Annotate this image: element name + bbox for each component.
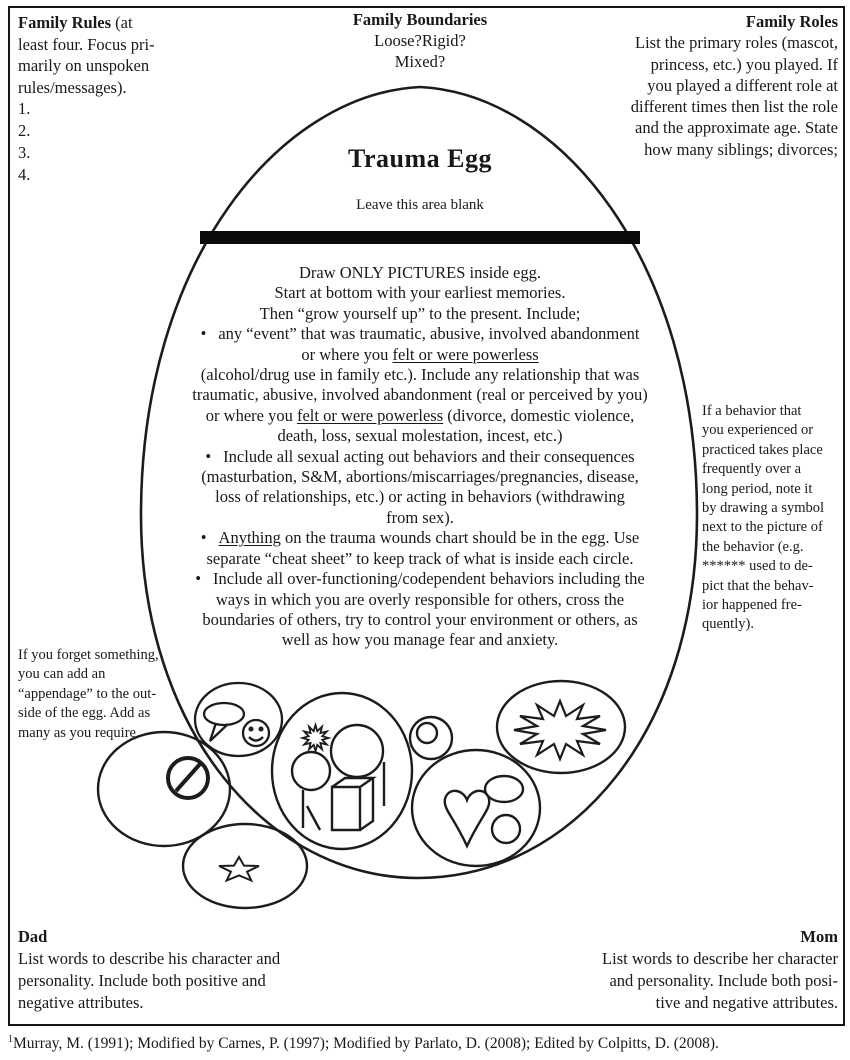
text-line: loss of relationships, etc.) or acting in behaviors (withdrawing [215,487,625,507]
text-line: separate “cheat sheet” to keep track of what is inside each circle. [206,548,634,568]
family-roles-note [576,11,838,160]
text-line: death, loss, sexual molestation, incest, etc.) [277,426,563,446]
text-line: marily on unspoken [18,56,150,75]
text-line: you experienced or [702,422,814,439]
text-line: rules/messages). [18,77,127,97]
text-line: pict that the behav- [702,577,814,594]
text-line: If you forget something, [18,647,159,663]
family-rules-heading-line [18,12,208,34]
text-line: boundaries of others, try to control your environment or others, as [202,609,638,629]
egg-instructions [140,263,700,651]
text-line: or where you felt or were powerless [301,344,539,364]
family-boundaries-title: Family Boundaries [352,10,488,29]
text-line: least four. Focus pri- [18,34,155,54]
text-line: and personality. Include both posi- [609,971,838,990]
text-line: Mixed? [394,52,446,71]
footnote-marker: 1 [8,1034,13,1045]
text-line: (alcohol/drug use in family etc.). Include any relationship that was [200,365,640,385]
family-rules-note [18,12,208,186]
text-line: • Include all over-functioning/codependent behaviors including the [195,569,645,589]
text-line: well as how you manage fear and anxiety. [281,630,559,650]
text-line: or where you felt or were powerless (divorce, domestic violence, [205,405,635,425]
text-line: • Anything on the trauma wounds chart should be in the egg. Use [200,528,640,548]
text-line: side of the egg. Add as [18,705,151,722]
text-line: List words to describe her character [602,949,838,968]
text-line: how many siblings; divorces; [644,139,838,159]
text-line: List the primary roles (mascot, [635,33,838,53]
footnote-text: Murray, M. (1991); Modified by Carnes, P. (1997); Modified by Parlato, D. (2008); Edited by Colpitts, D. (2008). [13,1035,719,1053]
family-roles-title: Family Roles [745,12,838,31]
text-line: “appendage” to the out- [18,685,157,702]
text-line: and the approximate age. State [635,118,838,138]
text-line: List words to describe his character and [18,949,281,968]
text-line: tive and negative attributes. [655,993,838,1012]
text-line: from sex). [386,507,454,527]
list-item: 3. [18,143,31,162]
text-line: by drawing a symbol [702,500,825,517]
page-title: Trauma Egg [348,144,492,173]
frequency-symbol-note [702,402,840,635]
text-line: you played a different role at [647,75,838,95]
dad-note [18,926,328,1014]
text-line: frequently over a [702,461,802,478]
text-line: Loose?Rigid? [374,31,466,50]
text-line: different times then list the role [630,97,838,117]
family-rules-numbered-list [18,98,208,186]
blank-area-note: Leave this area blank [356,197,484,213]
list-item: 1. [18,99,31,118]
text-line: ior happened fre- [702,597,802,614]
list-item: 4. [18,165,31,184]
text-line: negative attributes. [18,993,144,1012]
text-line: Then “grow yourself up” to the present. Include; [259,303,581,323]
text-line: (masturbation, S&M, abortions/miscarriages/pregnancies, disease, [201,467,639,487]
text-line: • Include all sexual acting out behaviors and their consequences [205,446,635,466]
appendage-note [18,646,186,743]
text-line: princess, etc.) you played. If [650,54,838,74]
dad-title: Dad [18,927,48,946]
text-line: the behavior (e.g. [702,538,804,555]
mom-title: Mom [800,927,838,946]
text-line: long period, note it [702,480,813,497]
text-line: • any “event” that was traumatic, abusive, involved abandonment [200,324,640,344]
text-line: personality. Include both positive and [18,971,266,990]
text-line: you can add an [18,666,106,683]
text-line: Start at bottom with your earliest memories. [274,283,566,303]
text-line: Draw ONLY PICTURES inside egg. [298,263,541,282]
text-line: ways in which you are overly responsible for others, cross the [215,589,625,609]
list-item: 2. [18,121,31,140]
citation-footnote [8,1034,848,1053]
family-rules-title: Family Rules [18,13,112,32]
text-line: ****** used to de- [702,558,813,575]
text-line: practiced takes place [702,441,823,458]
blank-area-divider-bar [200,231,640,244]
family-rules-title-suffix: (at [111,13,133,32]
text-line: If a behavior that [702,403,802,419]
family-boundaries-note [285,9,555,72]
text-line: next to the picture of [702,519,823,536]
mom-note [528,926,838,1014]
text-line: quently). [702,616,754,633]
text-line: traumatic, abusive, involved abandonment (real or perceived by you) [192,385,648,405]
text-line: many as you require. [18,724,140,741]
